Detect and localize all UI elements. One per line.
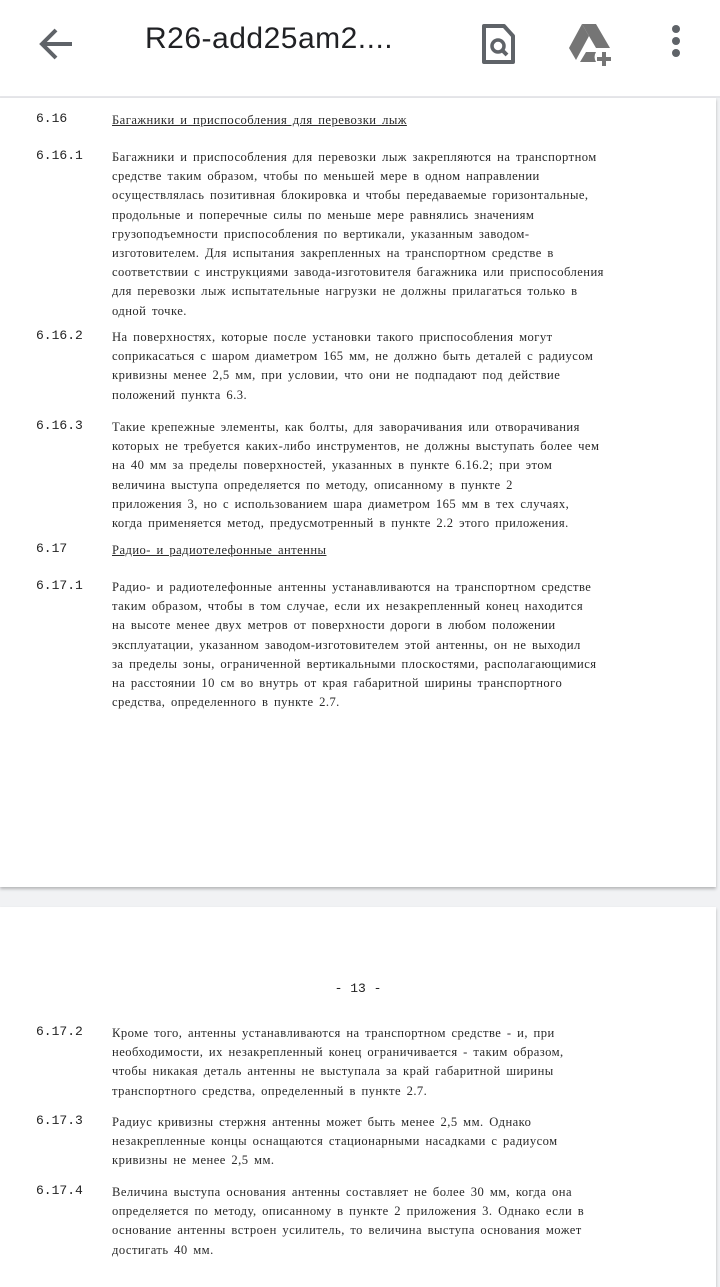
more-vert-icon: [664, 22, 688, 66]
section-number: 6.16.3: [36, 418, 83, 433]
section-number: 6.17.3: [36, 1113, 83, 1128]
text-line: осуществлялась позитивная блокировка и чтобы передаваемые горизонтальные,: [112, 188, 589, 203]
text-line: Радиус кривизны стержня антенны может быть менее 2,5 мм. Однако: [112, 1115, 532, 1129]
document-page: [0, 98, 716, 887]
section-number: 6.17.1: [36, 578, 83, 593]
top-app-bar: [0, 0, 720, 98]
text-line: основание антенны встроен усилитель, то величина выступа основания может: [112, 1223, 582, 1238]
text-line: на высоте менее двух метров от поверхности дороги в любом положении: [112, 618, 556, 633]
text-line: определяется по методу, описанному в пункте 2 приложения 3. Однако если в: [112, 1204, 585, 1219]
text-line: необходимости, их незакрепленный конец ограничивается - таким образом,: [112, 1045, 564, 1060]
text-line: кривизны менее 2,5 мм, при условии, что они не подпадают под действие: [112, 368, 561, 383]
find-in-document-icon: [478, 22, 518, 66]
text-line: транспортного средства, определенный в пункте 2.7.: [112, 1083, 428, 1098]
text-line: величина выступа определяется по методу, описанному в пункте 2: [112, 477, 513, 492]
text-line: для перевозки лыж испытательные нагрузки не должны прилагаться только в: [112, 284, 578, 299]
text-line: грузоподъемности приспособления по вертикали, указанным заводом-: [112, 226, 530, 241]
text-line: Кроме того, антенны устанавливаются на транспортном средстве - и, при: [112, 1026, 555, 1040]
text-line: на расстоянии 10 см во внутрь от края габаритной ширины транспортного: [112, 676, 563, 691]
section-heading: Багажники и приспособления для перевозки лыж: [112, 113, 407, 127]
text-line: Такие крепежные элементы, как болты, для заворачивания или отворачивания: [112, 420, 580, 434]
text-line: которых не требуется каких-либо инструментов, не должны выступать более чем: [112, 439, 600, 454]
text-line: эксплуатации, указанном заводом-изготовителем этой антенны, он не выходил: [112, 637, 581, 652]
text-line: на 40 мм за пределы поверхностей, указанных в пункте 6.16.2; при этом: [112, 458, 553, 473]
section-number: 6.16: [36, 111, 68, 126]
text-line: одной точке.: [112, 303, 187, 318]
find-in-document-button[interactable]: [478, 22, 518, 66]
add-to-drive-icon: [568, 22, 618, 66]
paragraph: [112, 1183, 657, 1260]
document-title: R26-add25am2....: [145, 22, 394, 55]
text-line: таким образом, чтобы в том случае, если их незакрепленный конец находится: [112, 599, 584, 614]
text-line: средства, определенного в пункте 2.7.: [112, 695, 340, 710]
back-arrow-icon: [36, 24, 76, 64]
text-line: за пределы зоны, ограниченной вертикальными плоскостями, располагающимися: [112, 656, 597, 671]
section-number: 6.16.2: [36, 328, 83, 343]
section-heading: Радио- и радиотелефонные антенны: [112, 543, 327, 557]
text-line: изготовителем. Для испытания закрепленных на транспортном средстве в: [112, 246, 554, 261]
add-to-drive-button[interactable]: [568, 22, 618, 66]
paragraph: [112, 418, 657, 533]
section-number: 6.17.2: [36, 1024, 83, 1039]
paragraph: [112, 1024, 657, 1101]
text-line: незакрепленные концы оснащаются стационарными насадками с радиусом: [112, 1134, 558, 1149]
text-line: Багажники и приспособления для перевозки лыж закрепляются на транспортном: [112, 150, 597, 164]
paragraph: [112, 148, 657, 321]
text-line: продольные и поперечные силы по меньше мере равнялись значениям: [112, 207, 535, 222]
text-line: соприкасаться с шаром диаметром 165 мм, не должно быть деталей с радиусом: [112, 349, 594, 364]
text-line: положений пункта 6.3.: [112, 387, 248, 402]
paragraph: [112, 328, 657, 405]
section-number: 6.17: [36, 541, 68, 556]
page-number: - 13 -: [334, 981, 382, 996]
text-line: кривизны не менее 2,5 мм.: [112, 1153, 275, 1168]
text-line: чтобы никакая деталь антенны не выступала за край габаритной ширины: [112, 1064, 554, 1079]
text-line: Величина выступа основания антенны составляет не более 30 мм, когда она: [112, 1185, 572, 1199]
paragraph: [112, 1113, 657, 1171]
document-page: [0, 907, 716, 1287]
text-line: соответствии с инструкциями завода-изготовителя багажника или приспособления: [112, 265, 604, 280]
section-number: 6.17.4: [36, 1183, 83, 1198]
more-options-button[interactable]: [664, 22, 688, 66]
text-line: когда применяется метод, предусмотренный в пункте 2.2 этого приложения.: [112, 516, 569, 531]
text-line: Радио- и радиотелефонные антенны устанавливаются на транспортном средстве: [112, 580, 592, 594]
section-number: 6.16.1: [36, 148, 83, 163]
paragraph: [112, 578, 657, 712]
text-line: достигать 40 мм.: [112, 1242, 214, 1257]
back-button[interactable]: [36, 24, 76, 64]
text-line: На поверхностях, которые после установки такого приспособления могут: [112, 330, 553, 344]
text-line: средстве таким образом, чтобы по меньшей мере в одном направлении: [112, 169, 540, 184]
text-line: приложения 3, но с использованием шара диаметром 165 мм в тех случаях,: [112, 496, 570, 511]
